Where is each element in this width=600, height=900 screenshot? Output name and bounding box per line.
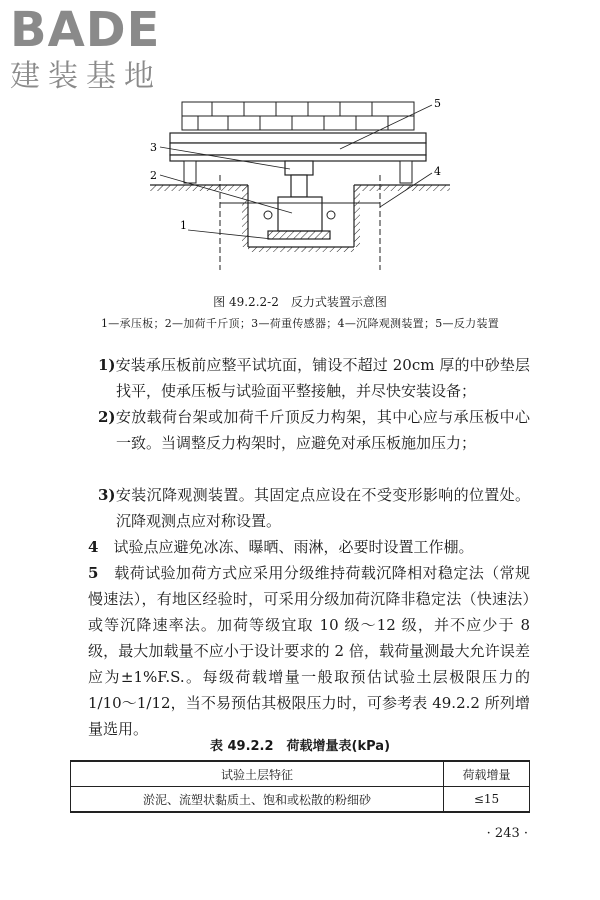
item-text: 安装承压板前应整平试坑面，铺设不超过 20cm 厚的中砂垫层找平，使承压板与试验面平整接触，并尽快安装设备； [115,356,530,400]
item-number: 1) [98,356,116,374]
label-4: 4 [434,165,441,178]
page-number: · 243 · [486,826,528,841]
table-header-cell: 荷载增量 [444,761,530,787]
table-title: 表 49.2.2 荷载增量表(kPa) [209,739,391,754]
dial-gauge-right [327,211,335,219]
item-number: 3) [98,486,116,504]
reaction-beam [170,133,426,161]
figure-legend: 1—承压板；2—加荷千斤顶；3—荷重传感器；4—沉降观测装置；5—反力装置 [100,317,500,330]
list-item [98,482,530,534]
bearing-plate [268,231,330,239]
label-5: 5 [434,97,441,110]
site-logo [10,4,162,94]
clause-number: 4 [88,538,99,556]
clause-4 [88,534,530,560]
clause-5 [88,560,530,742]
item-text: 安放载荷台架或加荷千斤顶反力构架，其中心应与承压板中心一致。当调整反力构架时，应避免对承压板施加压力； [115,408,530,452]
table-header-cell: 试验土层特征 [71,761,444,787]
label-2: 2 [150,169,157,182]
clause-text: 载荷试验加荷方式应采用分级维持荷载沉降相对稳定法（常规慢速法），有地区经验时，可采用分级加荷沉降非稳定法（快速法）或等沉降速率法。加荷等级宜取 10 级～12 级，并不应少于 8 级，最大加载量不应小于设计要求的 2 倍，载荷量测最大允许误差应为±1%F.S.。每级荷载增量一般取预估试验土层极限压力的 1/10～1/12，当不易预估其极限压力时，可参考表 49.2.2 所列增量选用。 [88,564,530,738]
item-number: 2) [98,408,116,426]
clause-text: 试验点应避免冰冻、曝晒、雨淋，必要时设置工作棚。 [113,538,474,556]
load-increment-table [70,760,530,813]
jack-piston [291,175,307,197]
logo-brand: BADE [10,2,161,58]
list-item [98,352,530,404]
hydraulic-jack [278,197,322,231]
right-support [400,161,412,183]
logo-subtitle: 建装基地 [10,59,162,94]
brick-load [182,102,414,130]
load-cell [285,161,313,175]
table-header-row [71,761,530,787]
table-cell: 淤泥、流塑状黏质土、饱和或松散的粉细砂 [71,787,444,813]
left-support [184,161,196,183]
table-row [71,787,530,813]
figure-caption: 图 49.2.2-2 反力式装置示意图 [213,295,387,309]
item-text: 安装沉降观测装置。其固定点应设在不受变形影响的位置处。沉降观测点应对称设置。 [115,486,530,530]
dial-gauge-left [264,211,272,219]
reaction-device-diagram [140,95,460,284]
clause-number: 5 [88,564,99,582]
label-3: 3 [150,141,157,154]
list-item [98,404,530,456]
table-cell: ≤15 [444,787,530,813]
diagram-svg [140,95,460,280]
label-1: 1 [180,219,187,232]
